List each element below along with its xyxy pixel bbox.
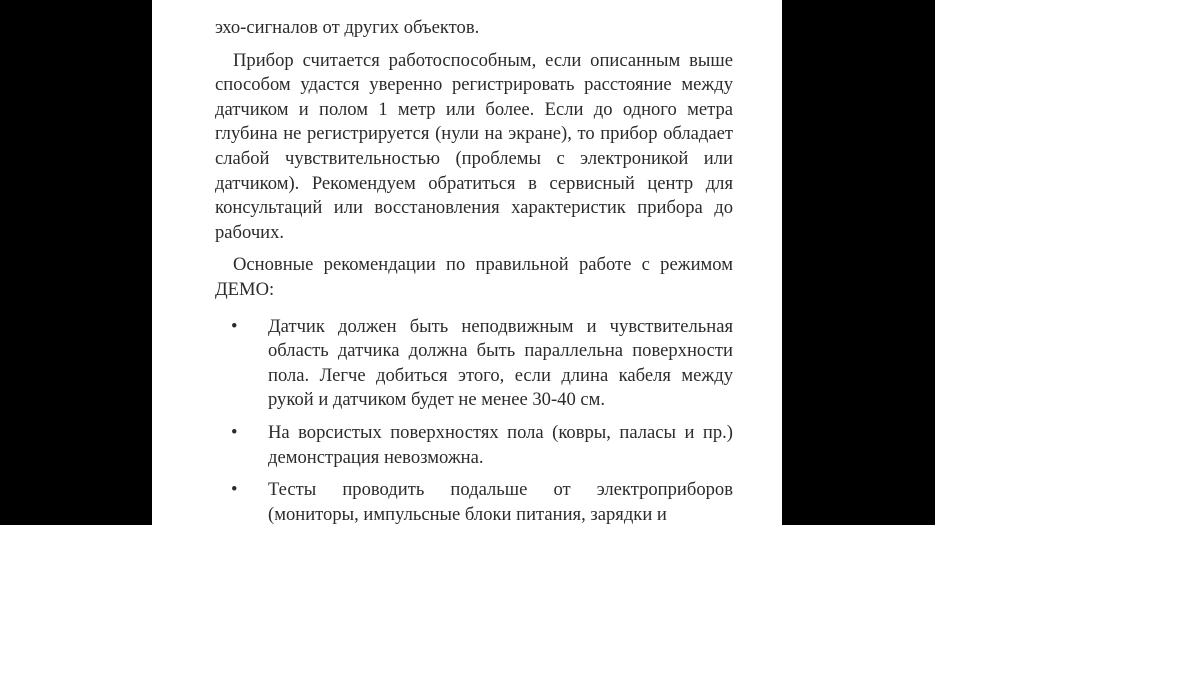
list-item-text: На ворсистых поверхностях пола (ковры, паласы и пр.) демонстрация невозможна. bbox=[268, 421, 733, 468]
continuation-line: эхо-сигналов от других объектов. bbox=[215, 17, 480, 38]
bullet-icon: • bbox=[231, 421, 238, 443]
list-item bbox=[215, 421, 733, 470]
paragraph-functionality: Прибор считается работоспособным, если описанным выше способом удастся уверенно регистрировать расстояние между датчиком и полом 1 метр или более. Если до одного метра глубина не регистрируется (нули на экране), то прибор обладает слабой чувствительностью (проблемы с электроникой или датчиком). Рекомендуем обратиться в сервисный центр для консультаций или восстановления характеристик прибора до рабочих. bbox=[215, 49, 733, 243]
page-text bbox=[215, 16, 733, 525]
list-item-text: Тесты проводить подальше от электроприборов (мониторы, импульсные блоки питания, зарядки и bbox=[268, 479, 733, 525]
document-page bbox=[152, 0, 782, 525]
list-item bbox=[215, 478, 733, 525]
recommendation-list bbox=[215, 315, 733, 525]
list-item bbox=[215, 315, 733, 413]
paragraph-demo-recommendations: Основные рекомендации по правильной работе с режимом ДЕМО: bbox=[215, 254, 733, 300]
list-item-text: Датчик должен быть неподвижным и чувствительная область датчика должна быть параллельна поверхности пола. Легче добиться этого, если длина кабеля между рукой и датчиком будет не менее 30-40 см. bbox=[268, 315, 733, 411]
bullet-icon: • bbox=[231, 315, 238, 337]
bullet-icon: • bbox=[231, 479, 238, 501]
